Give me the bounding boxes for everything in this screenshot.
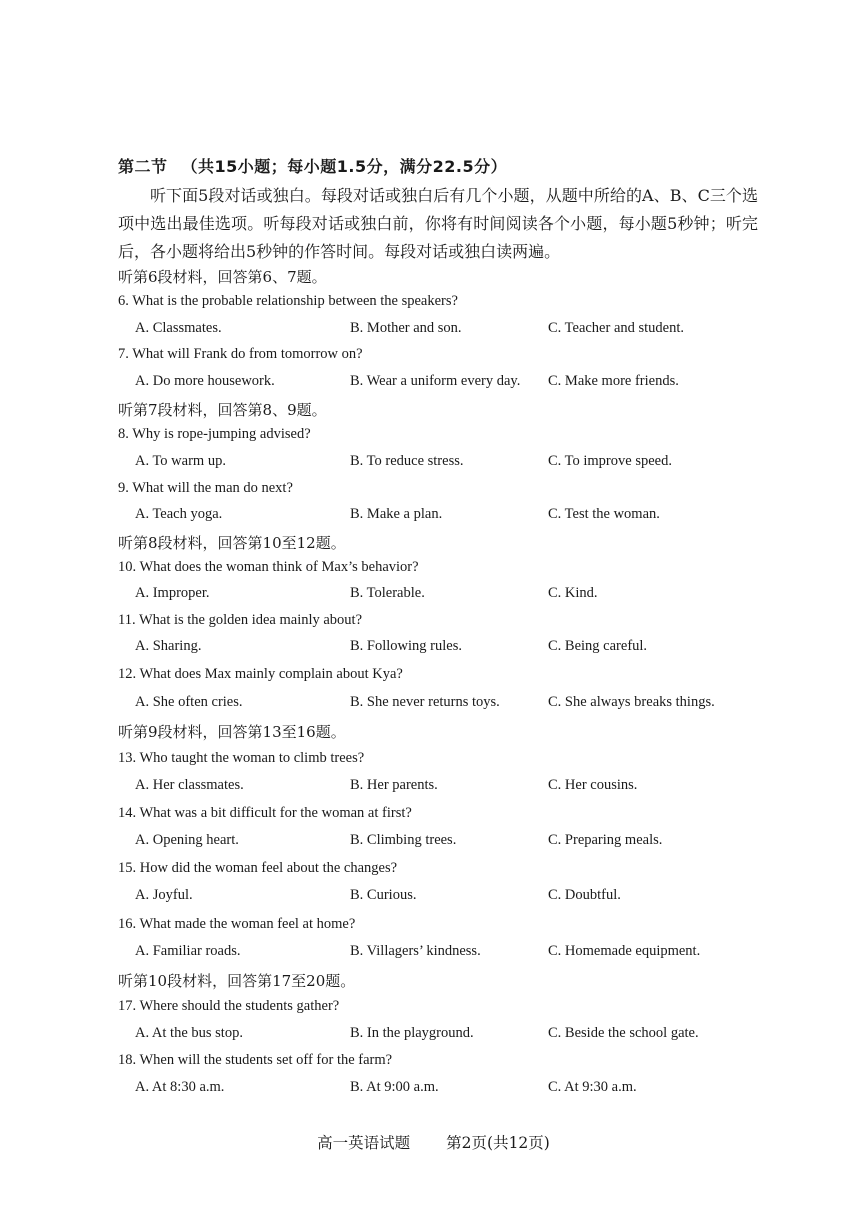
option-b: B. At 9:00 a.m.: [350, 1079, 439, 1095]
option-b: B. She never returns toys.: [350, 694, 500, 710]
page-footer: [0, 1131, 867, 1153]
page-number: 第2页(共12页): [446, 1134, 550, 1152]
option-b: B. Villagers’ kindness.: [350, 943, 481, 959]
option-c: C. Make more friends.: [548, 373, 679, 389]
section-heading: [118, 154, 507, 177]
option-a: A. Improper.: [135, 585, 210, 601]
question-stem: 17. Where should the students gather?: [118, 998, 340, 1014]
option-a: A. To warm up.: [135, 453, 226, 469]
section-instructions: 听下面5段对话或独白。每段对话或独白后有几个小题，从题中所给的A、B、C三个选项中选出最佳选项。听每段对话或独白前，你将有时间阅读各个小题，每小题5秒钟；听完后，各小题将给出5秒钟的作答时间。每段对话或独白读两遍。: [118, 186, 758, 261]
option-b: B. Climbing trees.: [350, 832, 457, 848]
option-c: C. Being careful.: [548, 638, 648, 654]
question-stem: 12. What does Max mainly complain about Kya?: [118, 666, 403, 682]
option-b: B. To reduce stress.: [350, 453, 464, 469]
option-c: C. Test the woman.: [548, 506, 660, 522]
question-stem: 18. When will the students set off for the farm?: [118, 1052, 393, 1068]
option-a: A. Joyful.: [135, 887, 193, 903]
group-header: 听第7段材料，回答第8、9题。: [118, 401, 327, 419]
option-a: A. She often cries.: [135, 694, 243, 710]
option-b: B. Wear a uniform every day.: [350, 373, 521, 389]
option-a: A. Familiar roads.: [135, 943, 241, 959]
question-stem: 14. What was a bit difficult for the woman at first?: [118, 805, 412, 821]
option-a: A. Classmates.: [135, 320, 222, 336]
option-b: B. In the playground.: [350, 1025, 474, 1041]
option-a: A. Her classmates.: [135, 777, 244, 793]
option-c: C. Kind.: [548, 585, 598, 601]
option-c: C. Doubtful.: [548, 887, 621, 903]
group-header: 听第10段材料，回答第17至20题。: [118, 972, 356, 990]
group-header: 听第8段材料，回答第10至12题。: [118, 534, 346, 552]
exam-title: 高一英语试题: [317, 1134, 411, 1152]
question-stem: 15. How did the woman feel about the changes?: [118, 860, 398, 876]
option-b: B. Make a plan.: [350, 506, 443, 522]
group-header: 听第6段材料，回答第6、7题。: [118, 268, 327, 286]
section-subtitle: （共15小题；每小题1.5分，满分22.5分）: [181, 157, 508, 176]
option-c: C. Preparing meals.: [548, 832, 663, 848]
option-c: C. Teacher and student.: [548, 320, 685, 336]
question-stem: 6. What is the probable relationship between the speakers?: [118, 293, 458, 309]
option-a: A. Sharing.: [135, 638, 202, 654]
question-stem: 9. What will the man do next?: [118, 480, 293, 496]
option-a: A. Do more housework.: [135, 373, 275, 389]
option-c: C. Homemade equipment.: [548, 943, 701, 959]
option-a: A. Teach yoga.: [135, 506, 223, 522]
option-b: B. Her parents.: [350, 777, 438, 793]
question-stem: 8. Why is rope-jumping advised?: [118, 426, 311, 442]
option-c: C. She always breaks things.: [548, 694, 715, 710]
option-c: C. Beside the school gate.: [548, 1025, 699, 1041]
option-a: A. Opening heart.: [135, 832, 239, 848]
option-c: C. At 9:30 a.m.: [548, 1079, 637, 1095]
section-title: 第二节: [118, 157, 168, 176]
option-a: A. At 8:30 a.m.: [135, 1079, 225, 1095]
group-header: 听第9段材料，回答第13至16题。: [118, 723, 346, 741]
option-a: A. At the bus stop.: [135, 1025, 243, 1041]
question-stem: 16. What made the woman feel at home?: [118, 916, 356, 932]
question-stem: 7. What will Frank do from tomorrow on?: [118, 346, 363, 362]
option-b: B. Following rules.: [350, 638, 462, 654]
option-b: B. Tolerable.: [350, 585, 425, 601]
question-stem: 13. Who taught the woman to climb trees?: [118, 750, 365, 766]
question-stem: 11. What is the golden idea mainly about?: [118, 612, 363, 628]
option-c: C. Her cousins.: [548, 777, 638, 793]
option-b: B. Mother and son.: [350, 320, 462, 336]
question-stem: 10. What does the woman think of Max’s behavior?: [118, 559, 419, 575]
option-c: C. To improve speed.: [548, 453, 672, 469]
option-b: B. Curious.: [350, 887, 417, 903]
